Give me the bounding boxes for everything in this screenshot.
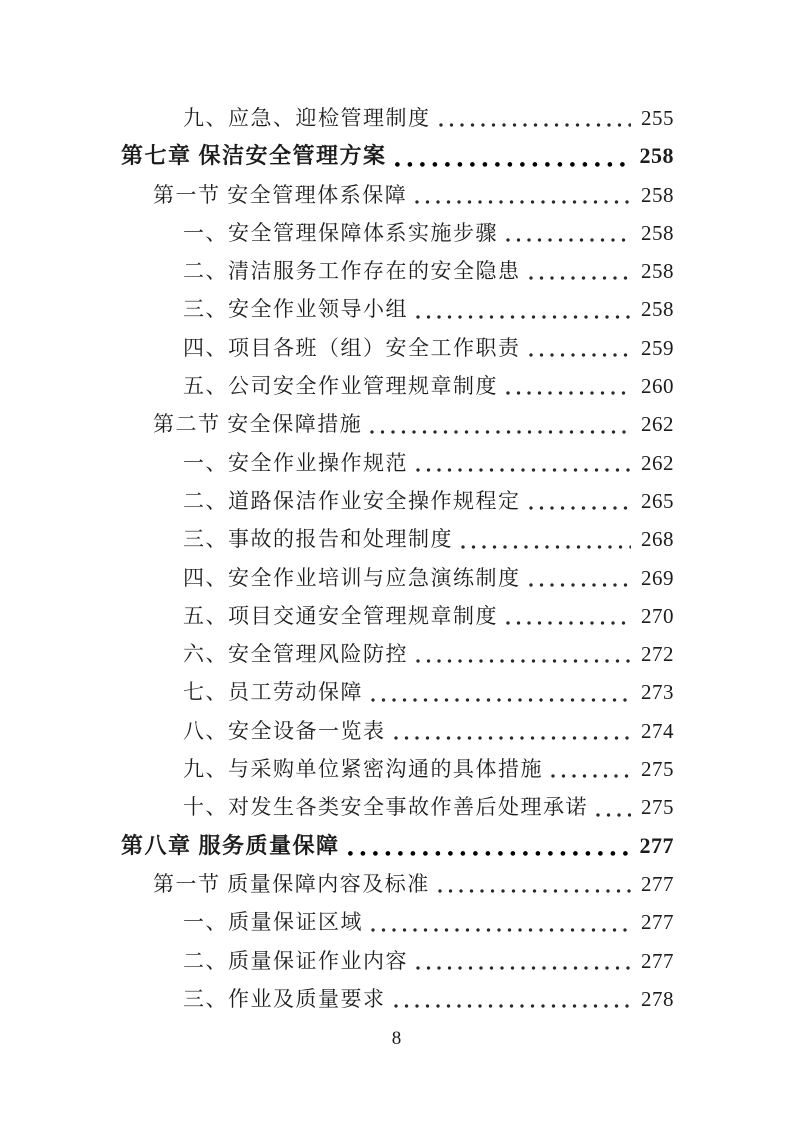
toc-entry-label: 三、作业及质量要求 bbox=[183, 986, 386, 1011]
toc-entry-item bbox=[121, 329, 674, 367]
toc-entry-page: 275 bbox=[641, 795, 674, 820]
toc-entry-page: 272 bbox=[641, 642, 674, 667]
toc-entry-item bbox=[121, 750, 674, 788]
toc-entry-item bbox=[121, 367, 674, 405]
toc-entry-item bbox=[121, 520, 674, 558]
toc-entry-page: 260 bbox=[641, 374, 674, 399]
toc-entry-page: 275 bbox=[641, 757, 674, 782]
dot-leader bbox=[506, 620, 631, 626]
toc-entry-page: 259 bbox=[641, 335, 674, 360]
dot-leader bbox=[395, 161, 631, 168]
dot-leader bbox=[529, 582, 632, 588]
toc-entry-page: 277 bbox=[639, 832, 674, 858]
toc-entry-item bbox=[121, 99, 674, 137]
dot-leader bbox=[415, 199, 631, 205]
toc-entry-chapter bbox=[121, 827, 674, 865]
toc-entry-label: 一、质量保证区域 bbox=[183, 910, 363, 935]
dot-leader bbox=[596, 812, 631, 818]
toc-entry-page: 278 bbox=[641, 986, 674, 1011]
toc-entry-item bbox=[121, 597, 674, 635]
dot-leader bbox=[529, 352, 632, 358]
dot-leader bbox=[370, 429, 631, 435]
toc-entry-item bbox=[121, 635, 674, 673]
toc-entry-page: 255 bbox=[641, 106, 674, 130]
toc-entry-page: 258 bbox=[641, 259, 674, 284]
toc-entry-page: 258 bbox=[641, 220, 674, 245]
toc-entry-label: 第七章 保洁安全管理方案 bbox=[121, 143, 387, 169]
dot-leader bbox=[438, 888, 631, 894]
dot-leader bbox=[348, 850, 631, 857]
dot-leader bbox=[371, 927, 631, 933]
toc-entry-item bbox=[121, 903, 674, 941]
toc-entry-page: 277 bbox=[641, 948, 674, 973]
toc-entry-label: 四、安全作业培训与应急演练制度 bbox=[183, 565, 521, 590]
toc-entry-section bbox=[121, 405, 674, 443]
dot-leader bbox=[461, 544, 631, 550]
toc-entry-item bbox=[121, 980, 674, 1018]
toc-entry-page: 258 bbox=[641, 297, 674, 322]
toc-entry-page: 273 bbox=[641, 680, 674, 705]
toc-entry-label: 八、安全设备一览表 bbox=[183, 718, 386, 743]
toc-entry-label: 二、道路保洁作业安全操作规程定 bbox=[183, 488, 521, 513]
toc-entry-page: 277 bbox=[641, 910, 674, 935]
toc-entry-page: 262 bbox=[641, 412, 674, 437]
dot-leader bbox=[416, 467, 631, 473]
dot-leader bbox=[416, 658, 631, 664]
toc-entry-label: 六、安全管理风险防控 bbox=[183, 642, 408, 667]
dot-leader bbox=[506, 237, 631, 243]
toc-entry-item bbox=[121, 214, 674, 252]
dot-leader bbox=[529, 275, 632, 281]
dot-leader bbox=[529, 505, 632, 511]
toc-entry-label: 五、公司安全作业管理规章制度 bbox=[183, 374, 498, 399]
toc-entry-page: 268 bbox=[641, 527, 674, 552]
toc-entry-label: 四、项目各班（组）安全工作职责 bbox=[183, 335, 521, 360]
toc-entry-label: 第一节 安全管理体系保障 bbox=[153, 182, 408, 207]
table-of-contents bbox=[121, 99, 674, 1018]
toc-entry-section bbox=[121, 176, 674, 214]
toc-entry-item bbox=[121, 482, 674, 520]
dot-leader bbox=[506, 390, 631, 396]
toc-entry-item bbox=[121, 290, 674, 328]
dot-leader bbox=[394, 735, 632, 741]
dot-leader bbox=[394, 1003, 632, 1009]
toc-entry-page: 265 bbox=[641, 488, 674, 513]
toc-entry-label: 三、事故的报告和处理制度 bbox=[183, 527, 453, 552]
toc-entry-item bbox=[121, 673, 674, 711]
toc-entry-item bbox=[121, 788, 674, 826]
toc-entry-page: 277 bbox=[641, 871, 674, 896]
toc-entry-page: 274 bbox=[641, 718, 674, 743]
toc-entry-item bbox=[121, 559, 674, 597]
toc-entry-label: 七、员工劳动保障 bbox=[183, 680, 363, 705]
toc-entry-section bbox=[121, 865, 674, 903]
toc-entry-label: 五、项目交通安全管理规章制度 bbox=[183, 603, 498, 628]
dot-leader bbox=[551, 773, 631, 779]
toc-entry-label: 二、质量保证作业内容 bbox=[183, 948, 408, 973]
toc-entry-label: 一、安全作业操作规范 bbox=[183, 450, 408, 475]
toc-entry-item bbox=[121, 712, 674, 750]
toc-entry-page: 258 bbox=[639, 143, 674, 169]
toc-entry-item bbox=[121, 444, 674, 482]
dot-leader bbox=[439, 122, 632, 128]
toc-entry-label: 第二节 安全保障措施 bbox=[153, 412, 363, 437]
toc-entry-page: 269 bbox=[641, 565, 674, 590]
toc-entry-page: 258 bbox=[641, 182, 674, 207]
dot-leader bbox=[416, 965, 631, 971]
toc-entry-chapter bbox=[121, 137, 674, 175]
toc-entry-label: 九、与采购单位紧密沟通的具体措施 bbox=[183, 757, 543, 782]
toc-entry-label: 第一节 质量保障内容及标准 bbox=[153, 871, 430, 896]
toc-entry-label: 十、对发生各类安全事故作善后处理承诺 bbox=[183, 795, 588, 820]
toc-entry-label: 九、应急、迎检管理制度 bbox=[183, 106, 431, 130]
dot-leader bbox=[416, 314, 631, 320]
toc-entry-page: 262 bbox=[641, 450, 674, 475]
toc-entry-label: 第八章 服务质量保障 bbox=[121, 832, 340, 858]
toc-entry-label: 三、安全作业领导小组 bbox=[183, 297, 408, 322]
toc-entry-label: 一、安全管理保障体系实施步骤 bbox=[183, 220, 498, 245]
toc-entry-item bbox=[121, 252, 674, 290]
dot-leader bbox=[371, 697, 631, 703]
toc-entry-item bbox=[121, 942, 674, 980]
toc-entry-label: 二、清洁服务工作存在的安全隐患 bbox=[183, 259, 521, 284]
toc-entry-page: 270 bbox=[641, 603, 674, 628]
footer-page-number: 8 bbox=[391, 1028, 402, 1049]
